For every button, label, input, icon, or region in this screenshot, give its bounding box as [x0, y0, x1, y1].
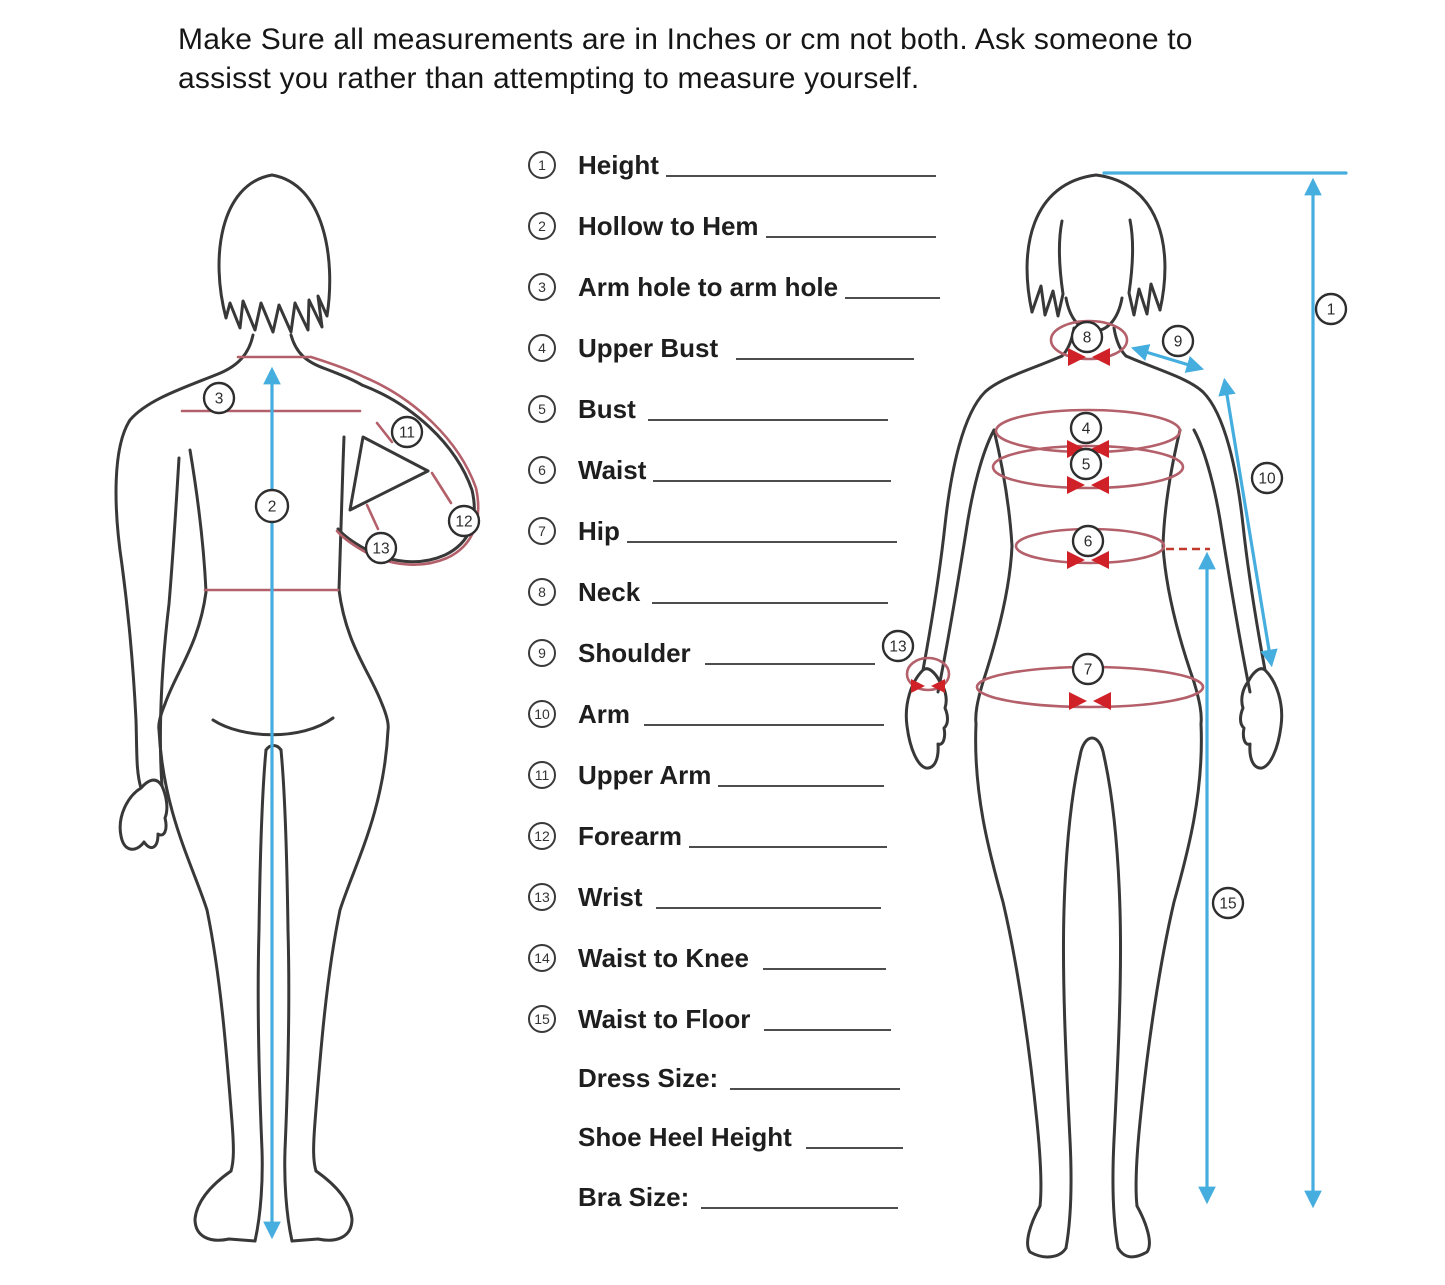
- item-label: Waist to Floor: [578, 1003, 751, 1034]
- item-number-badge: 6: [528, 456, 556, 484]
- item-number-badge: 9: [528, 639, 556, 667]
- marker-badge-13: 13: [889, 638, 907, 656]
- field-label: Bra Size:: [578, 1181, 690, 1212]
- item-label: Height: [578, 149, 659, 180]
- measurement-item-arm: [528, 684, 884, 744]
- item-number-badge: 7: [528, 517, 556, 545]
- item-label: Waist: [578, 454, 647, 485]
- fill-in-line[interactable]: [730, 1066, 900, 1090]
- item-label: Upper Bust: [578, 332, 719, 363]
- measurement-item-neck: [528, 562, 888, 622]
- item-label: Shoulder: [578, 637, 691, 668]
- field-bra-size: [528, 1167, 898, 1227]
- field-label: Dress Size:: [578, 1062, 719, 1093]
- marker-badge-9: 9: [1173, 333, 1183, 351]
- fill-in-line[interactable]: [653, 458, 891, 482]
- item-label: Forearm: [578, 820, 683, 851]
- item-label: Neck: [578, 576, 641, 607]
- back-view-figure: [80, 160, 520, 1285]
- back-hair: [219, 175, 330, 332]
- front-hair: [1027, 175, 1165, 331]
- fill-in-line[interactable]: [764, 1007, 891, 1031]
- fill-in-line[interactable]: [705, 641, 875, 665]
- item-label: Waist to Knee: [578, 942, 749, 973]
- marker-badge-5: 5: [1081, 456, 1091, 474]
- item-number-badge: 13: [528, 883, 556, 911]
- field-label: Shoe Heel Height: [578, 1121, 792, 1152]
- marker-badge-3: 3: [214, 390, 224, 408]
- fill-in-line[interactable]: [644, 702, 884, 726]
- item-label: Upper Arm: [578, 759, 712, 790]
- measurement-item-hip: [528, 501, 897, 561]
- item-number-badge: 2: [528, 212, 556, 240]
- measurement-item-forearm: [528, 806, 887, 866]
- instructions-text: [178, 20, 1193, 98]
- item-label: Bust: [578, 393, 636, 424]
- front-view-figure: [880, 160, 1360, 1285]
- marker-badge-13: 13: [372, 540, 390, 558]
- measurement-item-waist-to-knee: [528, 928, 886, 988]
- marker-badge-15: 15: [1219, 895, 1237, 913]
- measurement-item-bust: [528, 379, 888, 439]
- measurement-item-waist: [528, 440, 891, 500]
- measurement-item-waist-to-floor: [528, 989, 891, 1049]
- marker-badge-1: 1: [1326, 301, 1336, 319]
- item-number-badge: 5: [528, 395, 556, 423]
- fill-in-line[interactable]: [656, 885, 881, 909]
- marker-badge-12: 12: [455, 513, 473, 531]
- marker-badge-8: 8: [1082, 329, 1092, 347]
- item-number-badge: 14: [528, 944, 556, 972]
- measurement-item-wrist: [528, 867, 881, 927]
- field-dress-size: [528, 1048, 900, 1108]
- fill-in-line[interactable]: [718, 763, 884, 787]
- marker-badge-4: 4: [1081, 420, 1091, 438]
- fill-in-line[interactable]: [701, 1185, 898, 1209]
- item-label: Hollow to Hem: [578, 210, 759, 241]
- item-number-badge: 10: [528, 700, 556, 728]
- measurement-item-armhole: [528, 257, 940, 317]
- item-number-badge: 15: [528, 1005, 556, 1033]
- marker-badge-6: 6: [1083, 533, 1093, 551]
- measurement-item-shoulder: [528, 623, 875, 683]
- instructions-line-2: assisst you rather than attempting to measure yourself.: [178, 62, 920, 95]
- fill-in-line[interactable]: [627, 519, 897, 543]
- item-number-badge: 12: [528, 822, 556, 850]
- item-number-badge: 8: [528, 578, 556, 606]
- fill-in-line[interactable]: [763, 946, 886, 970]
- item-number-badge: 3: [528, 273, 556, 301]
- item-number-badge: 1: [528, 151, 556, 179]
- marker-badge-7: 7: [1083, 661, 1093, 679]
- measurement-item-height: [528, 135, 936, 195]
- fill-in-line[interactable]: [689, 824, 887, 848]
- item-label: Wrist: [578, 881, 643, 912]
- back-body-outline: [116, 335, 474, 1241]
- marker-badge-10: 10: [1258, 470, 1276, 488]
- marker-badge-11: 11: [398, 424, 416, 442]
- fill-in-line[interactable]: [648, 397, 888, 421]
- arm-arrow: [1225, 383, 1271, 662]
- measurement-item-upper-arm: [528, 745, 884, 805]
- item-label: Hip: [578, 515, 620, 546]
- front-blue-arrows: [1104, 173, 1346, 1203]
- measurement-item-upper-bust: [528, 318, 914, 378]
- item-label: Arm hole to arm hole: [578, 271, 839, 302]
- item-number-badge: 11: [528, 761, 556, 789]
- fill-in-line[interactable]: [652, 580, 888, 604]
- field-shoe-heel-height: [528, 1107, 903, 1167]
- instructions-line-1: Make Sure all measurements are in Inches or cm not both. Ask someone to: [178, 23, 1193, 56]
- item-label: Arm: [578, 698, 631, 729]
- measurement-item-hollow-to-hem: [528, 196, 936, 256]
- item-number-badge: 4: [528, 334, 556, 362]
- marker-badge-2: 2: [267, 498, 277, 516]
